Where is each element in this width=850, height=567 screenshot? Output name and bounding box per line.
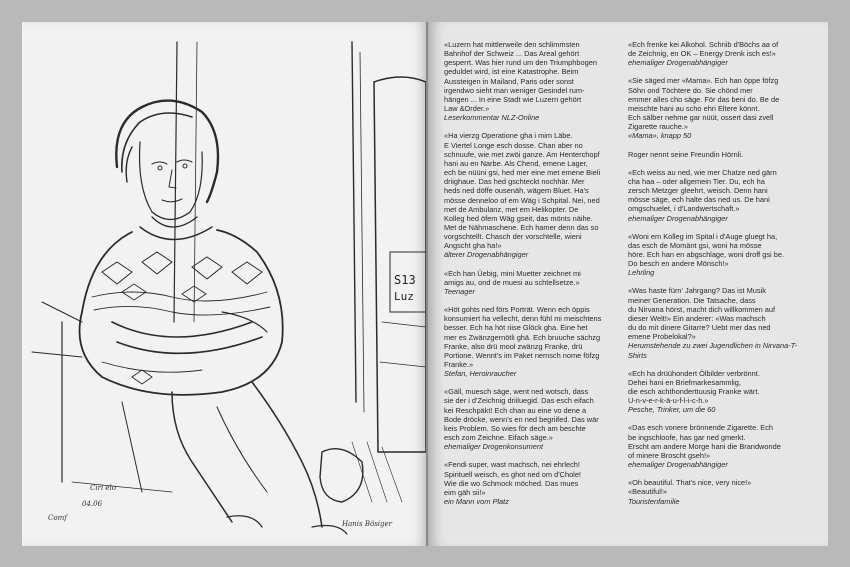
- quote-attribution: Teenager: [444, 286, 475, 296]
- sketch-note-1: Cirl elo: [90, 484, 117, 492]
- quote-text: «Woni em Kolleg im Spital i d'Auge gluegt ha, das esch de Momänt gsi, woni ha mösse höre. Ech han en abgschlage, woni droff gsi be. Do besch en andere Mönsch!»: [628, 231, 784, 269]
- quote-text: «Oh beautiful. That's nice, very nice!» «Beautiful!»: [628, 478, 752, 497]
- quote-block: [628, 76, 803, 140]
- quote-attribution: ehemaliger Drogenabhängiger: [628, 58, 728, 68]
- quote-text: «Ech ha drüühondert Ölbilder verbrönnt. Dehei hani en Briefmarkesammlig, die esch achthonderttuusig Franke wärt. U-n-v-e-r-k-ä-u-f-l-i-c-h.»: [628, 368, 760, 406]
- quote-block: [444, 305, 619, 378]
- quote-text: «Ha vierzg Operatione gha i mim Läbe. E Viertel Longe esch dosse. Chan aber no schnuufe, wie met zwöi ganze. Am Henterchopf hani au en Narbe. Als Chend, emene Lager, ech be nüüni gsi, hed mer eine met emene Bieli driighaue. Das hed gschteckt nochhär. Mer heds ned döffe ousenäh, wägem Bluet. Ha's mösse denneloo of em Wäg i Schpital. Nei, ned met de Ambulanz, met em Helikopter. De Kolleg hed öfem Wäg gseit, das mönts näihe. Met de Nähmaschene. Ech hamer denn das so vorgschtellt. Chasch der vorschtelle, wieni Angscht gha ha!»: [444, 131, 601, 251]
- quote-block: [628, 150, 803, 159]
- quote-block: [628, 423, 803, 469]
- quote-block: [628, 168, 803, 223]
- quote-block: [628, 232, 803, 278]
- quote-text: «Ech han Üebig, mini Muetter zeichnet mi amigs au, ond de muesi au schtellsetze.»: [444, 268, 581, 287]
- left-page: [22, 22, 428, 546]
- quote-block: [628, 478, 803, 505]
- svg-text:Luz: Luz: [394, 290, 414, 303]
- quote-text: «Ech frenke kei Alkohol. Schriib d'Böchs aa of de Zeichnig, en OK – Energy Drenk isch es!»: [628, 40, 779, 59]
- quote-text: «Höt gohts ned förs Porträt. Wenn ech öppis konsumiert ha vellecht, denn fühl mi meischtens besser. Ech ha höt riise Glöck gha. Eine het mer es Zwänzgernötli ghä. Ech bruuche sächzg Franke, also drü mool zwänzg Franke, drü Portione. Wennt's im Paket nemsch nome föfzg Franke.»: [444, 305, 602, 369]
- quote-attribution: älterer Drogenabhängiger: [444, 250, 529, 260]
- quote-block: [444, 40, 619, 122]
- quote-block: [444, 460, 619, 506]
- quote-block: [444, 269, 619, 296]
- quote-block: [628, 369, 803, 415]
- sketch-note-3: Comf: [48, 514, 67, 522]
- quote-attribution: ehemaliger Drogenabhängiger: [628, 460, 728, 470]
- quote-text: «Was haste fürn' Jahrgang? Das ist Musik meiner Generation. Die Tatsache, dass du Nirvana hörst, macht dich willkommen auf dieser Welt!» Ein anderer: «Was machsch du do mit dinere Gitarre? Uebt mer das ned emene Probelokal?»: [628, 286, 776, 342]
- quote-attribution: ein Mann vom Platz: [444, 497, 509, 507]
- quote-text: Roger nennt seine Freundin Hörnli.: [628, 149, 744, 159]
- quote-attribution: ehemaliger Drogenabhängiger: [628, 213, 728, 223]
- portrait-sketch: [22, 22, 428, 546]
- quote-block: [628, 286, 803, 359]
- quote-attribution: Lehrling: [628, 268, 655, 278]
- quote-attribution: Leserkommentar NLZ-Online: [444, 113, 540, 123]
- quote-block: [444, 387, 619, 451]
- quote-block: [444, 131, 619, 259]
- sketch-note-2: 04.06: [82, 500, 103, 508]
- quote-text: «Ech weiss au ned, wie mer Chatze ned gärn cha haa – oder allgemein Tier. Du, ech ha zersch Metzger gleehrt, weisch. Denn hani mösse säge, ech halte das ned us. De hani omgschuelet, i d'Landwertschaft.»: [628, 167, 777, 214]
- quote-attribution: ehemaliger Drogenkonsument: [444, 442, 544, 452]
- quote-text: «Gäll, muesch säge, went ned wotsch, dass sie der i d'Zeichnig driiluegid. Das esch eifach kei Reschpäkt! Ech chan au eine vo dene a Bode dröcke, wenn's en ned begriifed. Das wär keis Problem. So wies för dech am beschte esch zom Zeichne. Eifach säge.»: [444, 387, 599, 443]
- quote-attribution: «Mama», knapp 50: [628, 131, 692, 141]
- quote-attribution: Pesche, Trinker, um die 60: [628, 405, 716, 415]
- quote-text: «Das esch vonere brönnende Zigarette. Ech be ingschloofe, has gar ned gmerkt. Erscht am andere Morge hani die Brandwonde of minere Broscht gseh!»: [628, 423, 781, 460]
- quote-text: «Luzern hat mittlerweile den schlimmsten Bahnhof der Schweiz ... Das Areal gehört gesperrt. Was hier rund um den Triumphbogen geduldet wird, ist eine Katastrophe. Beim Aussteigen in Mailand, Paris oder sonst irgendwo sieht man weniger Gesindel rum- hängen ... In eine Stadt wie Luzern gehört Law &Order.»: [444, 40, 597, 114]
- svg-text:S13: S13: [394, 273, 416, 287]
- quote-attribution: Herumstehende zu zwei Jugendlichen in Nirvana-T-Shirts: [628, 341, 797, 360]
- quote-block: [628, 40, 803, 67]
- text-column-left: [444, 40, 619, 515]
- quote-attribution: Stefan, Heroinraucher: [444, 369, 517, 379]
- text-column-right: [628, 40, 803, 515]
- right-page: [428, 22, 828, 546]
- quote-attribution: Touristenfamilie: [628, 496, 680, 506]
- quote-text: «Fendi super, wast machsch, nei ehrlech! Spirituell weisch, es ghot ned om d'Chole! Wie die wo Schmock möched. Das mues eim gäh sii!»: [444, 460, 581, 497]
- quote-text: «Sie säged mer «Mama». Ech han öppe föfzg Söhn ond Töchtere do. Sie chönd mer emmer alles cho säge. För das beni do. Be de meischte hani au scho ehri Eltere könnt. Ech sälber nehme gar nüüt, ossert dasi zvell Zigarette rauche.»: [628, 76, 780, 132]
- artist-signature: Hanis Bösiger: [342, 520, 393, 528]
- booklet-spread: [22, 22, 828, 546]
